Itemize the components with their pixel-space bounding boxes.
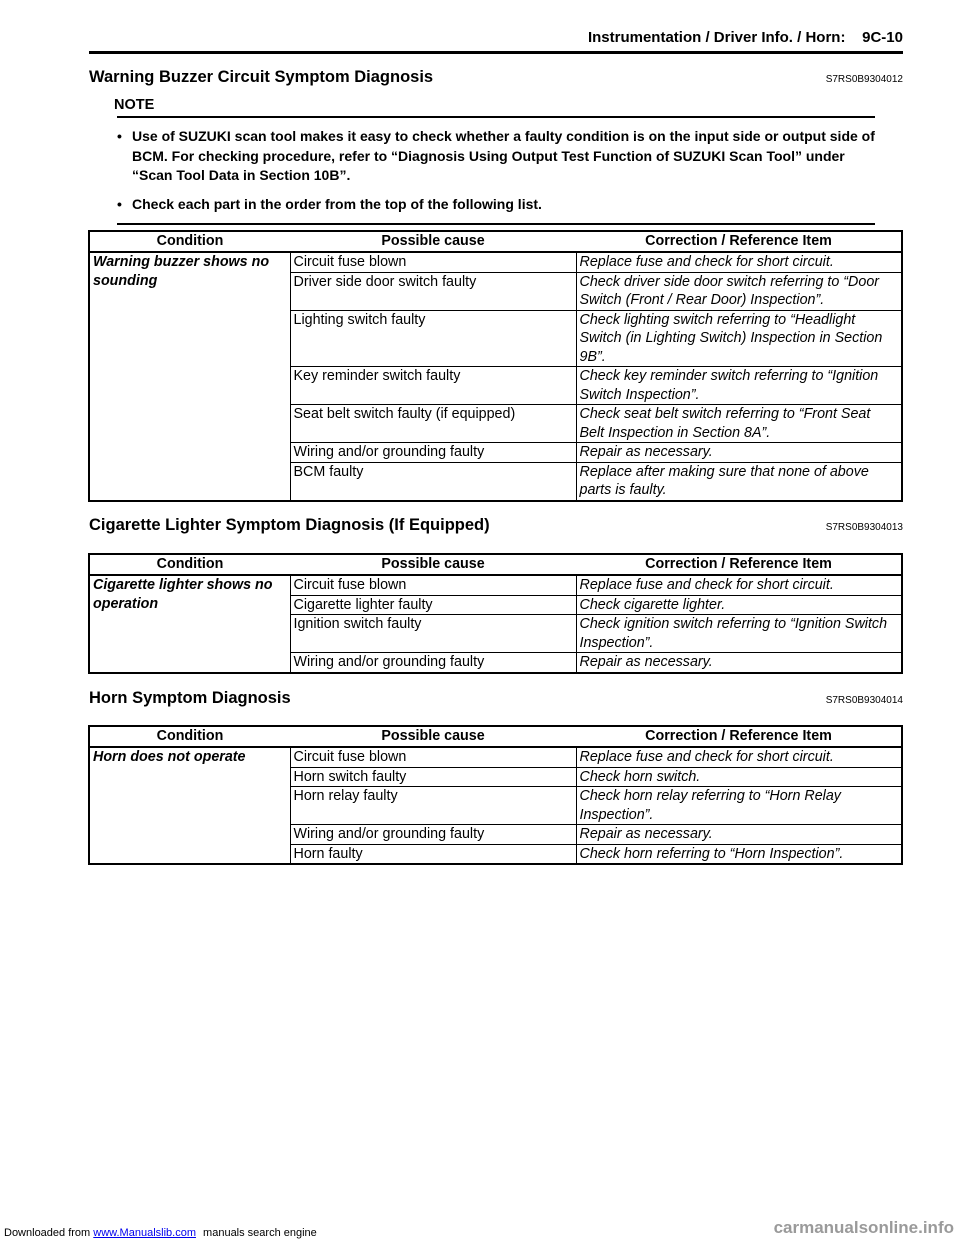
condition-cell: Warning buzzer shows no sounding <box>89 252 290 501</box>
table-row <box>89 252 902 272</box>
possible-cause-cell: Circuit fuse blown <box>290 747 576 767</box>
correction-cell: Check ignition switch referring to “Ignition Switch Inspection”. <box>576 615 902 653</box>
note-rule-bottom <box>117 223 875 225</box>
correction-cell: Repair as necessary. <box>576 443 902 463</box>
column-header: Condition <box>89 726 290 747</box>
manualslib-link[interactable]: www.Manualslib.com <box>93 1227 196 1239</box>
table-header-row <box>89 726 902 747</box>
column-header: Possible cause <box>290 726 576 747</box>
condition-cell: Horn does not operate <box>89 747 290 864</box>
section-title-text: Cigarette Lighter Symptom Diagnosis (If Equipped) <box>89 516 490 534</box>
correction-cell: Replace fuse and check for short circuit. <box>579 254 834 270</box>
section-code: S7RS0B9304013 <box>825 522 903 533</box>
note-list <box>117 127 875 214</box>
footer-suffix: manuals search engine <box>203 1227 317 1239</box>
section-title-text: Horn Symptom Diagnosis <box>89 689 291 707</box>
note-item: • Check each part in the order from the top of the following list. <box>117 195 875 215</box>
bullet-icon: • <box>117 195 122 212</box>
table-row <box>89 575 902 595</box>
possible-cause-cell: Circuit fuse blown <box>290 252 576 272</box>
section-title-cigarette-lighter <box>89 515 903 535</box>
column-header: Condition <box>89 554 290 575</box>
bullet-icon: • <box>117 128 122 144</box>
table-row <box>89 747 902 767</box>
correction-cell: Check lighting switch referring to “Headlight Switch (in Lighting Switch) Inspection in Section 9B”. <box>576 310 902 367</box>
correction-cell: Replace fuse and check for short circuit. <box>579 577 834 593</box>
column-header: Condition <box>89 231 290 252</box>
possible-cause-cell: Cigarette lighter faulty <box>290 595 576 615</box>
warning-buzzer-table <box>88 230 903 502</box>
horn-table <box>88 725 903 865</box>
correction-cell: Replace after making sure that none of above parts is faulty. <box>576 462 902 501</box>
table-header-row <box>89 231 902 252</box>
correction-cell: Repair as necessary. <box>576 653 902 673</box>
correction-cell: Check cigarette lighter. <box>576 595 902 615</box>
condition-cell: Cigarette lighter shows no operation <box>89 575 290 673</box>
section-title-warning-buzzer <box>89 67 903 87</box>
correction-cell: Check key reminder switch referring to “Ignition Switch Inspection”. <box>576 367 902 405</box>
note-box <box>114 96 875 225</box>
correction-cell: Check horn referring to “Horn Inspection”. <box>576 844 902 864</box>
page-header: Instrumentation / Driver Info. / Horn: 9C-10 <box>587 29 903 46</box>
correction-cell: Check horn relay referring to “Horn Relay Inspection”. <box>576 787 902 825</box>
correction-cell: Replace fuse and check for short circuit. <box>579 749 834 765</box>
section-code: S7RS0B9304014 <box>825 695 903 706</box>
column-header: Correction / Reference Item <box>576 726 902 747</box>
possible-cause-cell: Ignition switch faulty <box>290 615 576 653</box>
header-rule <box>89 51 903 54</box>
column-header: Possible cause <box>290 554 576 575</box>
possible-cause-cell: BCM faulty <box>290 462 576 501</box>
column-header: Correction / Reference Item <box>576 231 902 252</box>
possible-cause-cell: Horn faulty <box>290 844 576 864</box>
possible-cause-cell: Seat belt switch faulty (if equipped) <box>290 405 576 443</box>
possible-cause-cell: Wiring and/or grounding faulty <box>290 443 576 463</box>
download-footer <box>4 1227 317 1239</box>
correction-cell: Check horn switch. <box>576 767 902 787</box>
table-header-row <box>89 554 902 575</box>
possible-cause-cell: Horn switch faulty <box>290 767 576 787</box>
section-title-text: Warning Buzzer Circuit Symptom Diagnosis <box>89 68 434 86</box>
possible-cause-cell: Horn relay faulty <box>290 787 576 825</box>
possible-cause-cell: Lighting switch faulty <box>290 310 576 367</box>
possible-cause-cell: Key reminder switch faulty <box>290 367 576 405</box>
correction-cell: Check driver side door switch referring to “Door Switch (Front / Rear Door) Inspection”. <box>576 272 902 310</box>
watermark-text: carmanualsonline.info <box>773 1218 954 1237</box>
note-label: NOTE <box>114 97 155 113</box>
possible-cause-cell: Wiring and/or grounding faulty <box>290 653 576 673</box>
section-title-horn <box>89 688 903 708</box>
column-header: Correction / Reference Item <box>576 554 902 575</box>
possible-cause-cell: Circuit fuse blown <box>290 575 576 595</box>
section-code: S7RS0B9304012 <box>825 74 903 85</box>
footer-prefix: Downloaded from <box>4 1227 91 1239</box>
possible-cause-cell: Driver side door switch faulty <box>290 272 576 310</box>
correction-cell: Check seat belt switch referring to “Front Seat Belt Inspection in Section 8A”. <box>576 405 902 443</box>
note-item: • Use of SUZUKI scan tool makes it easy to check whether a faulty condition is on the input side or output side of BCM. For checking procedure, refer to “Diagnosis Using Output Test Function of SUZUKI Scan Tool” under “Scan Tool Data in Section 10B”. <box>117 128 875 183</box>
cigarette-lighter-table <box>88 553 903 674</box>
note-rule-top <box>117 116 875 118</box>
column-header: Possible cause <box>290 231 576 252</box>
possible-cause-cell: Wiring and/or grounding faulty <box>290 825 576 845</box>
correction-cell: Repair as necessary. <box>576 825 902 845</box>
